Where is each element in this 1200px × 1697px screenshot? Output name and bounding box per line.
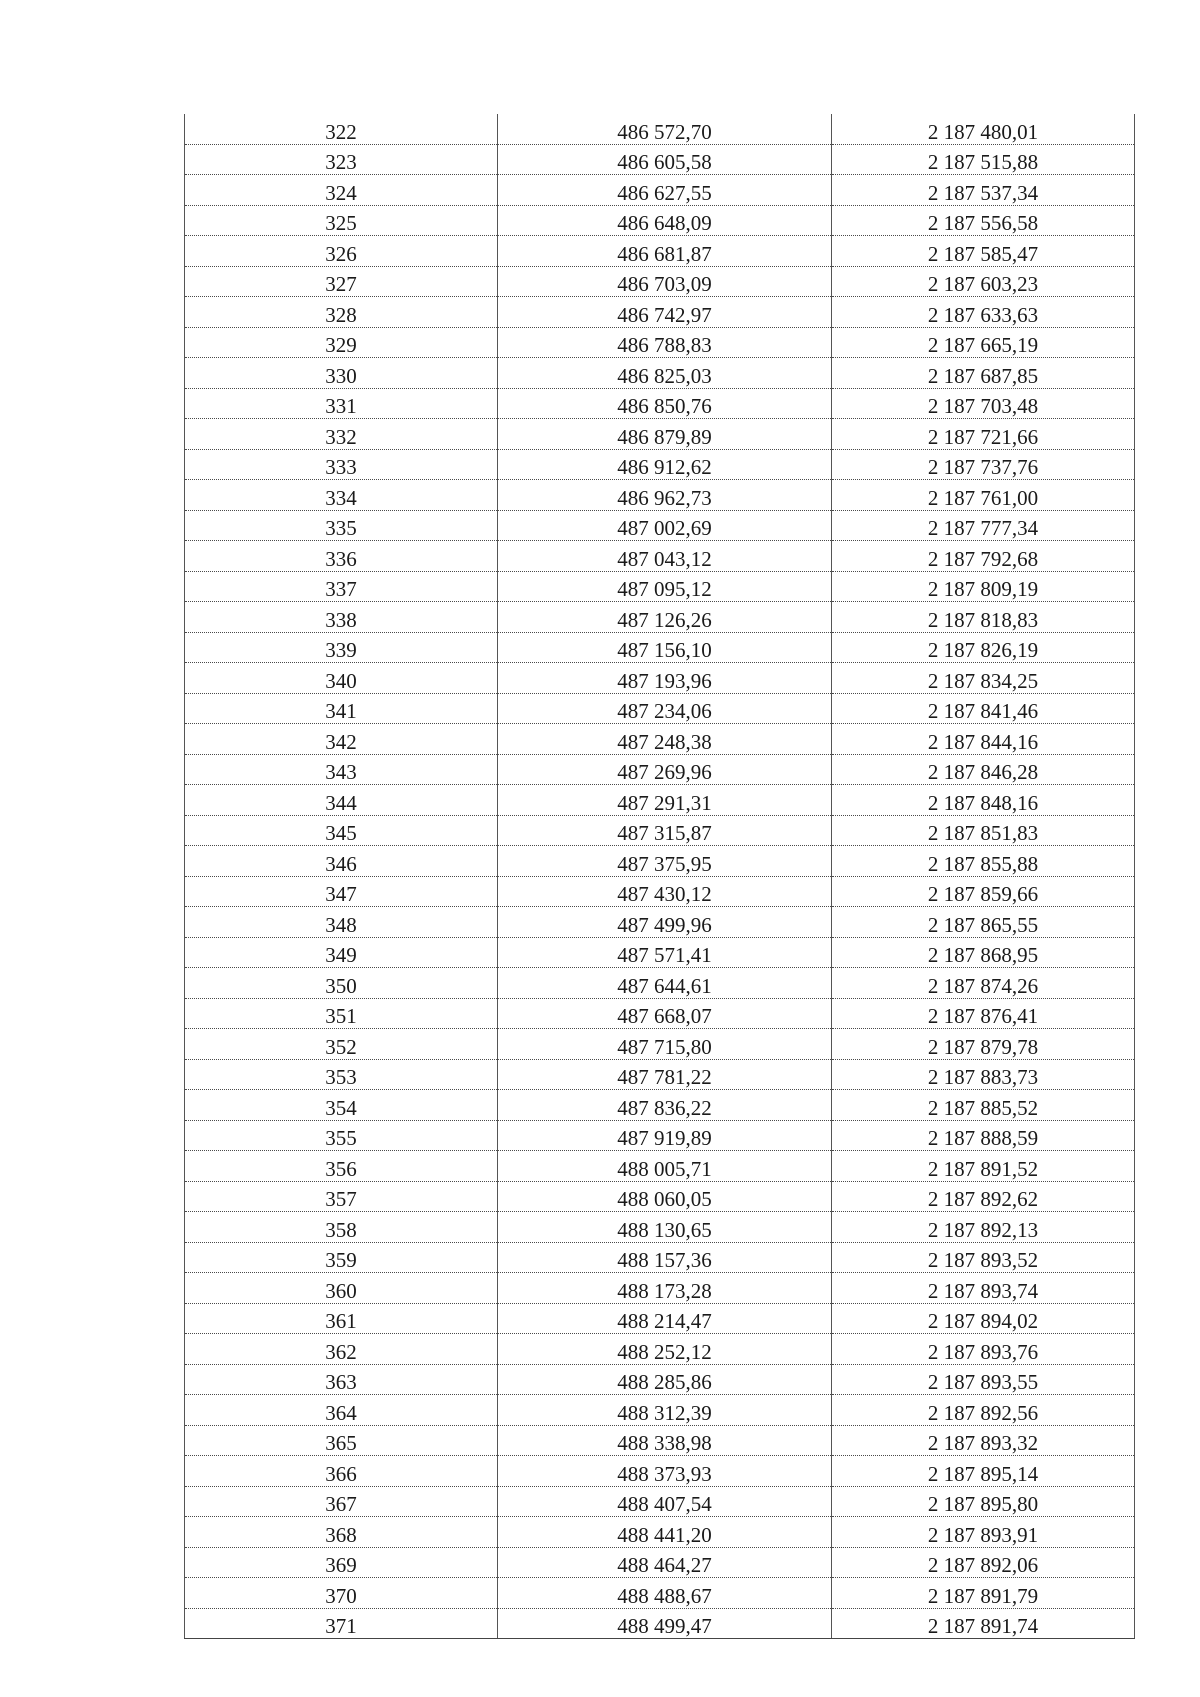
x-coordinate-cell: 487 043,12	[498, 541, 832, 572]
point-number-cell: 343	[185, 754, 498, 785]
table-row	[185, 1029, 1135, 1060]
table-row	[185, 1151, 1135, 1182]
x-coordinate-cell: 486 788,83	[498, 327, 832, 358]
table-row	[185, 358, 1135, 389]
y-coordinate-cell: 2 187 844,16	[832, 724, 1135, 755]
table-row	[185, 1517, 1135, 1548]
x-coordinate-cell: 488 252,12	[498, 1334, 832, 1365]
y-coordinate-cell: 2 187 893,55	[832, 1364, 1135, 1395]
table-row	[185, 754, 1135, 785]
point-number-cell: 323	[185, 144, 498, 175]
x-coordinate-cell: 488 157,36	[498, 1242, 832, 1273]
x-coordinate-cell: 487 668,07	[498, 998, 832, 1029]
y-coordinate-cell: 2 187 851,83	[832, 815, 1135, 846]
table-row	[185, 1303, 1135, 1334]
table-row	[185, 1608, 1135, 1639]
x-coordinate-cell: 488 338,98	[498, 1425, 832, 1456]
point-number-cell: 346	[185, 846, 498, 877]
y-coordinate-cell: 2 187 893,32	[832, 1425, 1135, 1456]
table-row	[185, 1395, 1135, 1426]
table-row	[185, 175, 1135, 206]
table-row	[185, 144, 1135, 175]
table-row	[185, 1059, 1135, 1090]
y-coordinate-cell: 2 187 818,83	[832, 602, 1135, 633]
y-coordinate-cell: 2 187 848,16	[832, 785, 1135, 816]
x-coordinate-cell: 487 571,41	[498, 937, 832, 968]
point-number-cell: 365	[185, 1425, 498, 1456]
x-coordinate-cell: 487 375,95	[498, 846, 832, 877]
point-number-cell: 357	[185, 1181, 498, 1212]
table-row	[185, 1212, 1135, 1243]
table-row	[185, 1486, 1135, 1517]
table-row	[185, 510, 1135, 541]
y-coordinate-cell: 2 187 895,14	[832, 1456, 1135, 1487]
x-coordinate-cell: 487 002,69	[498, 510, 832, 541]
y-coordinate-cell: 2 187 868,95	[832, 937, 1135, 968]
point-number-cell: 332	[185, 419, 498, 450]
y-coordinate-cell: 2 187 537,34	[832, 175, 1135, 206]
x-coordinate-cell: 488 441,20	[498, 1517, 832, 1548]
table-row	[185, 419, 1135, 450]
x-coordinate-cell: 487 291,31	[498, 785, 832, 816]
table-row	[185, 297, 1135, 328]
table-row	[185, 541, 1135, 572]
point-number-cell: 364	[185, 1395, 498, 1426]
table-row	[185, 1364, 1135, 1395]
x-coordinate-cell: 488 499,47	[498, 1608, 832, 1639]
x-coordinate-cell: 486 681,87	[498, 236, 832, 267]
y-coordinate-cell: 2 187 809,19	[832, 571, 1135, 602]
table-row	[185, 663, 1135, 694]
x-coordinate-cell: 488 407,54	[498, 1486, 832, 1517]
x-coordinate-cell: 488 312,39	[498, 1395, 832, 1426]
table-row	[185, 632, 1135, 663]
table-row	[185, 327, 1135, 358]
point-number-cell: 359	[185, 1242, 498, 1273]
x-coordinate-cell: 486 648,09	[498, 205, 832, 236]
x-coordinate-cell: 487 248,38	[498, 724, 832, 755]
x-coordinate-cell: 486 825,03	[498, 358, 832, 389]
x-coordinate-cell: 487 781,22	[498, 1059, 832, 1090]
point-number-cell: 350	[185, 968, 498, 999]
point-number-cell: 340	[185, 663, 498, 694]
table-row	[185, 785, 1135, 816]
y-coordinate-cell: 2 187 834,25	[832, 663, 1135, 694]
y-coordinate-cell: 2 187 855,88	[832, 846, 1135, 877]
table-row	[185, 1456, 1135, 1487]
x-coordinate-cell: 488 488,67	[498, 1578, 832, 1609]
point-number-cell: 370	[185, 1578, 498, 1609]
table-row	[185, 1334, 1135, 1365]
point-number-cell: 361	[185, 1303, 498, 1334]
point-number-cell: 356	[185, 1151, 498, 1182]
x-coordinate-cell: 487 499,96	[498, 907, 832, 938]
x-coordinate-cell: 487 156,10	[498, 632, 832, 663]
point-number-cell: 341	[185, 693, 498, 724]
y-coordinate-cell: 2 187 761,00	[832, 480, 1135, 511]
point-number-cell: 358	[185, 1212, 498, 1243]
y-coordinate-cell: 2 187 874,26	[832, 968, 1135, 999]
x-coordinate-cell: 487 234,06	[498, 693, 832, 724]
point-number-cell: 339	[185, 632, 498, 663]
x-coordinate-cell: 487 430,12	[498, 876, 832, 907]
y-coordinate-cell: 2 187 891,52	[832, 1151, 1135, 1182]
point-number-cell: 322	[185, 114, 498, 144]
point-number-cell: 368	[185, 1517, 498, 1548]
x-coordinate-cell: 488 373,93	[498, 1456, 832, 1487]
point-number-cell: 331	[185, 388, 498, 419]
x-coordinate-cell: 486 627,55	[498, 175, 832, 206]
x-coordinate-cell: 486 572,70	[498, 114, 832, 144]
x-coordinate-cell: 487 715,80	[498, 1029, 832, 1060]
point-number-cell: 334	[185, 480, 498, 511]
table-row	[185, 236, 1135, 267]
point-number-cell: 329	[185, 327, 498, 358]
table-row	[185, 846, 1135, 877]
y-coordinate-cell: 2 187 894,02	[832, 1303, 1135, 1334]
point-number-cell: 338	[185, 602, 498, 633]
x-coordinate-cell: 486 850,76	[498, 388, 832, 419]
y-coordinate-cell: 2 187 515,88	[832, 144, 1135, 175]
point-number-cell: 363	[185, 1364, 498, 1395]
table-row	[185, 480, 1135, 511]
y-coordinate-cell: 2 187 841,46	[832, 693, 1135, 724]
y-coordinate-cell: 2 187 585,47	[832, 236, 1135, 267]
point-number-cell: 336	[185, 541, 498, 572]
x-coordinate-cell: 487 126,26	[498, 602, 832, 633]
point-number-cell: 333	[185, 449, 498, 480]
x-coordinate-cell: 488 005,71	[498, 1151, 832, 1182]
y-coordinate-cell: 2 187 879,78	[832, 1029, 1135, 1060]
point-number-cell: 360	[185, 1273, 498, 1304]
table-row	[185, 998, 1135, 1029]
x-coordinate-cell: 487 193,96	[498, 663, 832, 694]
table-row	[185, 907, 1135, 938]
table-row	[185, 1120, 1135, 1151]
point-number-cell: 347	[185, 876, 498, 907]
y-coordinate-cell: 2 187 826,19	[832, 632, 1135, 663]
y-coordinate-cell: 2 187 721,66	[832, 419, 1135, 450]
y-coordinate-cell: 2 187 846,28	[832, 754, 1135, 785]
y-coordinate-cell: 2 187 665,19	[832, 327, 1135, 358]
table-row	[185, 1425, 1135, 1456]
table-row	[185, 1181, 1135, 1212]
y-coordinate-cell: 2 187 703,48	[832, 388, 1135, 419]
point-number-cell: 362	[185, 1334, 498, 1365]
table-row	[185, 876, 1135, 907]
y-coordinate-cell: 2 187 603,23	[832, 266, 1135, 297]
x-coordinate-cell: 488 214,47	[498, 1303, 832, 1334]
y-coordinate-cell: 2 187 895,80	[832, 1486, 1135, 1517]
x-coordinate-cell: 487 919,89	[498, 1120, 832, 1151]
y-coordinate-cell: 2 187 556,58	[832, 205, 1135, 236]
y-coordinate-cell: 2 187 893,91	[832, 1517, 1135, 1548]
x-coordinate-cell: 488 060,05	[498, 1181, 832, 1212]
y-coordinate-cell: 2 187 892,06	[832, 1547, 1135, 1578]
table-row	[185, 602, 1135, 633]
point-number-cell: 328	[185, 297, 498, 328]
x-coordinate-cell: 486 703,09	[498, 266, 832, 297]
y-coordinate-cell: 2 187 892,62	[832, 1181, 1135, 1212]
point-number-cell: 369	[185, 1547, 498, 1578]
y-coordinate-cell: 2 187 876,41	[832, 998, 1135, 1029]
point-number-cell: 353	[185, 1059, 498, 1090]
table-row	[185, 937, 1135, 968]
table-row	[185, 266, 1135, 297]
x-coordinate-cell: 487 095,12	[498, 571, 832, 602]
y-coordinate-cell: 2 187 885,52	[832, 1090, 1135, 1121]
y-coordinate-cell: 2 187 737,76	[832, 449, 1135, 480]
point-number-cell: 371	[185, 1608, 498, 1639]
point-number-cell: 354	[185, 1090, 498, 1121]
coordinates-table-body	[185, 114, 1135, 1639]
x-coordinate-cell: 488 464,27	[498, 1547, 832, 1578]
point-number-cell: 327	[185, 266, 498, 297]
y-coordinate-cell: 2 187 891,74	[832, 1608, 1135, 1639]
table-row	[185, 388, 1135, 419]
point-number-cell: 342	[185, 724, 498, 755]
point-number-cell: 366	[185, 1456, 498, 1487]
point-number-cell: 367	[185, 1486, 498, 1517]
y-coordinate-cell: 2 187 891,79	[832, 1578, 1135, 1609]
y-coordinate-cell: 2 187 888,59	[832, 1120, 1135, 1151]
point-number-cell: 344	[185, 785, 498, 816]
point-number-cell: 325	[185, 205, 498, 236]
y-coordinate-cell: 2 187 892,56	[832, 1395, 1135, 1426]
table-row	[185, 1090, 1135, 1121]
point-number-cell: 352	[185, 1029, 498, 1060]
y-coordinate-cell: 2 187 865,55	[832, 907, 1135, 938]
y-coordinate-cell: 2 187 893,76	[832, 1334, 1135, 1365]
table-row	[185, 114, 1135, 144]
y-coordinate-cell: 2 187 859,66	[832, 876, 1135, 907]
x-coordinate-cell: 486 879,89	[498, 419, 832, 450]
y-coordinate-cell: 2 187 792,68	[832, 541, 1135, 572]
y-coordinate-cell: 2 187 687,85	[832, 358, 1135, 389]
table-row	[185, 1273, 1135, 1304]
table-row	[185, 724, 1135, 755]
x-coordinate-cell: 487 269,96	[498, 754, 832, 785]
x-coordinate-cell: 487 315,87	[498, 815, 832, 846]
y-coordinate-cell: 2 187 777,34	[832, 510, 1135, 541]
point-number-cell: 351	[185, 998, 498, 1029]
x-coordinate-cell: 486 912,62	[498, 449, 832, 480]
y-coordinate-cell: 2 187 892,13	[832, 1212, 1135, 1243]
x-coordinate-cell: 488 130,65	[498, 1212, 832, 1243]
coordinates-table	[184, 114, 1135, 1639]
point-number-cell: 326	[185, 236, 498, 267]
table-row	[185, 968, 1135, 999]
table-row	[185, 205, 1135, 236]
x-coordinate-cell: 486 605,58	[498, 144, 832, 175]
table-row	[185, 1547, 1135, 1578]
x-coordinate-cell: 487 836,22	[498, 1090, 832, 1121]
x-coordinate-cell: 487 644,61	[498, 968, 832, 999]
table-row	[185, 815, 1135, 846]
x-coordinate-cell: 486 742,97	[498, 297, 832, 328]
table-row	[185, 449, 1135, 480]
point-number-cell: 335	[185, 510, 498, 541]
y-coordinate-cell: 2 187 893,52	[832, 1242, 1135, 1273]
point-number-cell: 348	[185, 907, 498, 938]
table-row	[185, 571, 1135, 602]
x-coordinate-cell: 488 173,28	[498, 1273, 832, 1304]
point-number-cell: 324	[185, 175, 498, 206]
y-coordinate-cell: 2 187 480,01	[832, 114, 1135, 144]
point-number-cell: 349	[185, 937, 498, 968]
point-number-cell: 345	[185, 815, 498, 846]
table-row	[185, 1242, 1135, 1273]
point-number-cell: 337	[185, 571, 498, 602]
y-coordinate-cell: 2 187 893,74	[832, 1273, 1135, 1304]
x-coordinate-cell: 488 285,86	[498, 1364, 832, 1395]
table-row	[185, 1578, 1135, 1609]
x-coordinate-cell: 486 962,73	[498, 480, 832, 511]
y-coordinate-cell: 2 187 633,63	[832, 297, 1135, 328]
point-number-cell: 355	[185, 1120, 498, 1151]
y-coordinate-cell: 2 187 883,73	[832, 1059, 1135, 1090]
table-row	[185, 693, 1135, 724]
point-number-cell: 330	[185, 358, 498, 389]
